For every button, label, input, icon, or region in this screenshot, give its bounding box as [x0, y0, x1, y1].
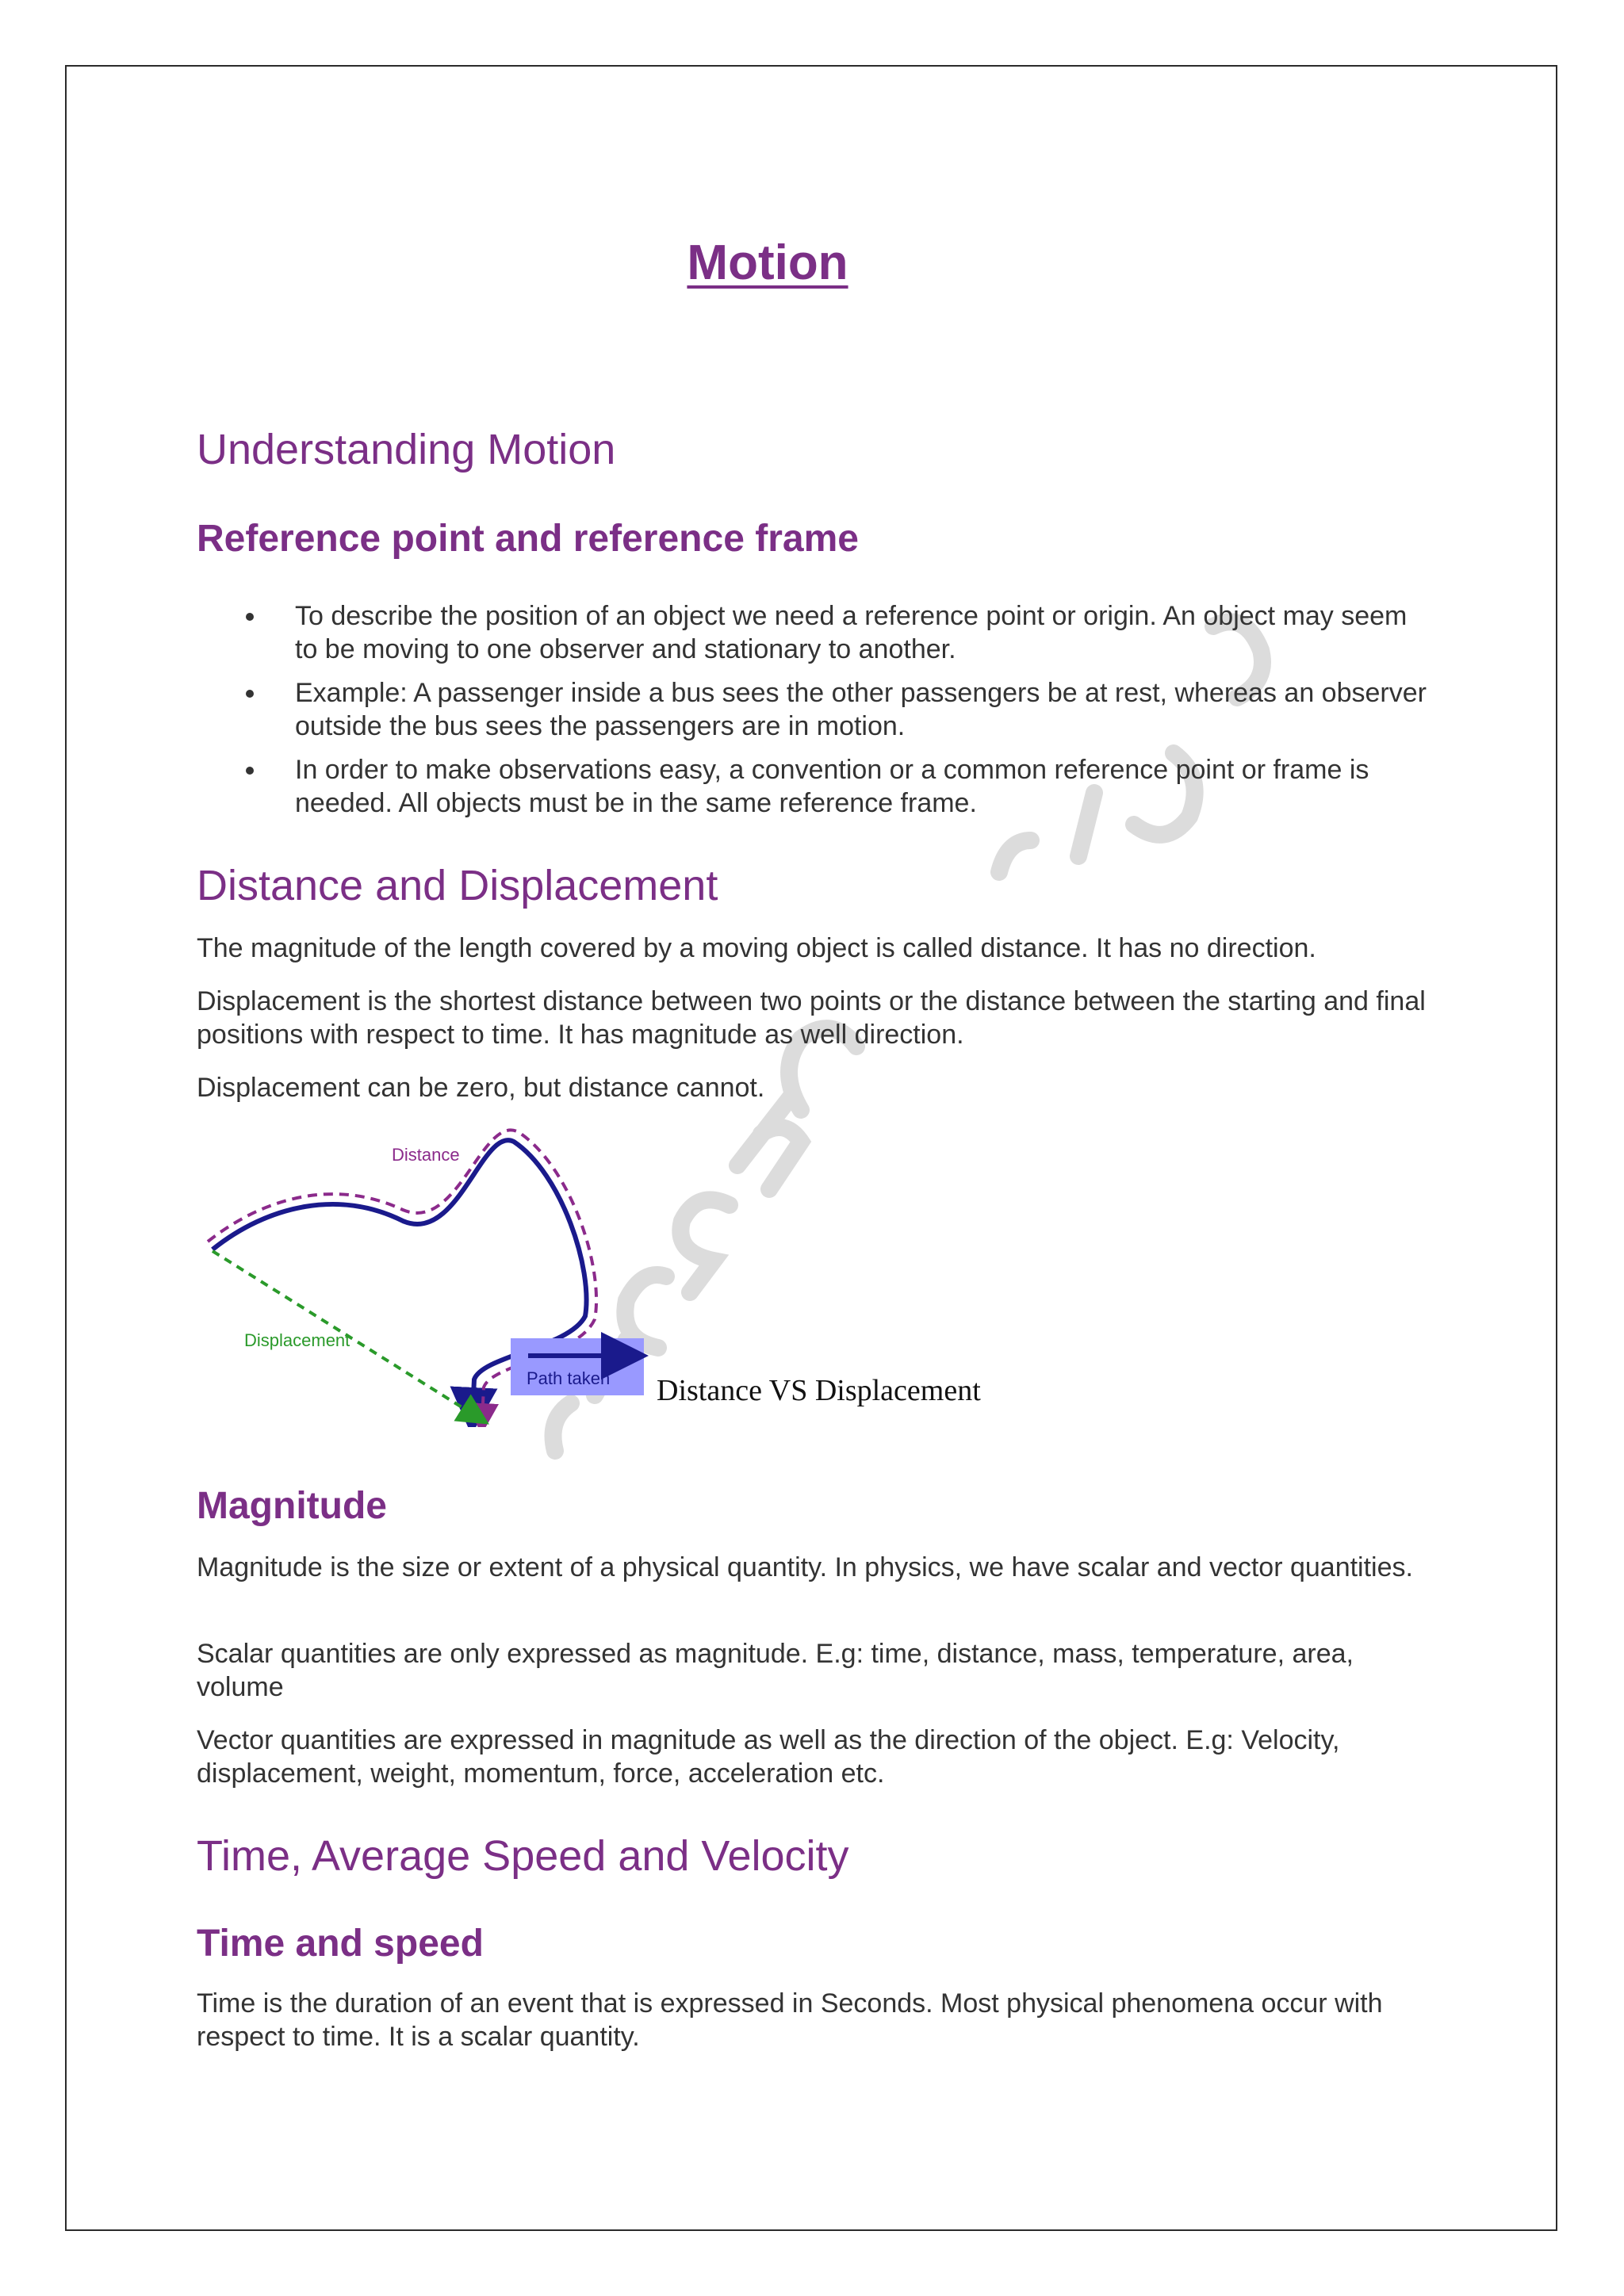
- paragraph-displacement-zero: Displacement can be zero, but distance cannot.: [197, 1073, 765, 1103]
- paragraph-vector-quantities: Vector quantities are expressed in magnitude as well as the direction of the object. E.g: Velocity, displacement, weight, momentum, force, acceleration etc.: [197, 1725, 1340, 1789]
- heading-distance-displacement: Distance and Displacement: [197, 862, 718, 909]
- figure-caption: Distance VS Displacement: [657, 1374, 981, 1407]
- heading-magnitude: Magnitude: [197, 1485, 387, 1527]
- bullet-icon: [246, 690, 254, 698]
- bullet-text: Example: A passenger inside a bus sees the other passengers be at rest, whereas an observer outside the bus sees the passengers are in motion.: [295, 678, 1427, 741]
- reference-bullet-list: [197, 599, 1434, 830]
- paragraph-time-definition: Time is the duration of an event that is expressed in Seconds. Most physical phenomena occur with respect to time. It is a scalar quantity.: [197, 1988, 1383, 2052]
- distance-label: Distance: [392, 1145, 460, 1165]
- heading-understanding-motion: Understanding Motion: [197, 426, 616, 473]
- bullet-icon: [246, 767, 254, 775]
- path-taken-label: Path taken: [527, 1368, 611, 1388]
- displacement-label: Displacement: [244, 1330, 350, 1350]
- heading-time-speed-velocity: Time, Average Speed and Velocity: [197, 1832, 849, 1880]
- bullet-text: To describe the position of an object we need a reference point or origin. An object may seem to be moving to one observer and stationary to another.: [295, 601, 1408, 664]
- bullet-item: [197, 599, 1434, 666]
- bullet-text: In order to make observations easy, a convention or a common reference point or frame is needed. All objects must be in the same reference frame.: [295, 755, 1369, 818]
- bullet-item: [197, 676, 1434, 743]
- page-title: Motion: [687, 235, 848, 290]
- paragraph-displacement-definition: Displacement is the shortest distance between two points or the distance between the starting and final positions with respect to time. It has magnitude as well direction.: [197, 986, 1426, 1050]
- paragraph-scalar-quantities: Scalar quantities are only expressed as magnitude. E.g: time, distance, mass, temperature, area, volume: [197, 1639, 1354, 1702]
- bullet-item: [197, 753, 1434, 820]
- subheading-reference-point: Reference point and reference frame: [197, 518, 859, 560]
- paragraph-magnitude-definition: Magnitude is the size or extent of a physical quantity. In physics, we have scalar and vector quantities.: [197, 1552, 1413, 1582]
- bullet-icon: [246, 613, 254, 621]
- paragraph-distance-definition: The magnitude of the length covered by a moving object is called distance. It has no direction.: [197, 933, 1316, 963]
- subheading-time-and-speed: Time and speed: [197, 1923, 484, 1965]
